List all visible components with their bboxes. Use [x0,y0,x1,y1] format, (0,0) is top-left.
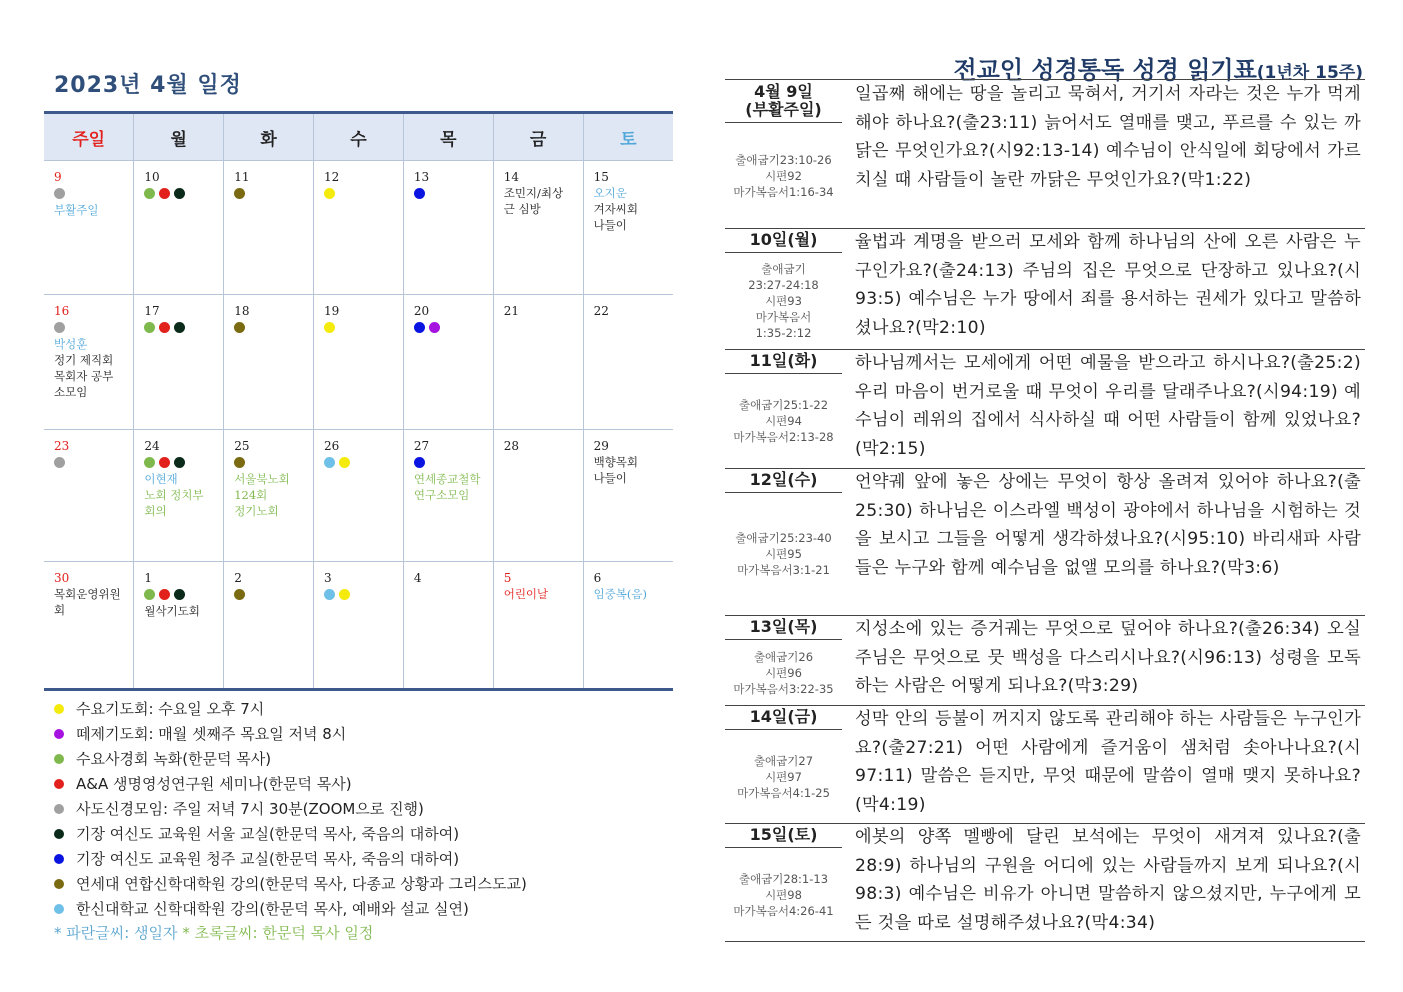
legend-text: A&A 생명영성연구원 세미나(한문덕 목사) [76,775,352,793]
legend-item [54,721,674,746]
calendar-day-cell [314,161,404,295]
day-note: 나들이 [593,218,627,232]
day-note: 노회 정치부 [144,488,204,502]
reading-ref: 마가복음서 [755,310,812,324]
event-dots [54,188,125,200]
day-note: 소모임 [54,385,88,399]
calendar-title: 2023년 4월 일정 [54,73,242,98]
weekday-header: 화 [224,113,314,161]
reading-ref: 마가복음서3:22-35 [733,681,834,696]
calendar-day-cell [493,562,583,690]
reading-day-block [725,823,842,941]
event-dot-icon [234,457,245,468]
calendar-day-cell [583,295,673,430]
calendar-day-cell [134,295,224,430]
calendar-day-cell [44,295,134,430]
day-note: 겨자씨회 [593,202,638,216]
reading-refs [725,261,842,341]
calendar-day-cell [403,295,493,430]
reading-day: 11일(화) [725,349,842,374]
reading-refs [725,152,842,200]
event-dot-icon [414,457,425,468]
reading-ref: 마가복음서2:13-28 [733,430,834,444]
day-number: 15 [593,170,609,184]
day-note: 임중복(음) [593,587,647,601]
day-note: 연구소모임 [413,488,470,502]
legend-footnote [54,921,674,946]
reading-day-block [725,615,842,705]
event-dots [414,188,485,200]
legend-text: 한신대학교 신학대학원 강의(한문덕 목사, 예배와 설교 실연) [76,900,469,918]
day-number: 19 [324,304,340,318]
legend-dot-icon [54,854,64,864]
reading-row [725,468,1365,616]
legend-dot-icon [54,754,64,764]
event-dot-icon [324,322,335,333]
event-dot-icon [144,457,155,468]
reading-day: 15일(토) [725,823,842,848]
event-dot-icon [174,457,185,468]
legend-text: 수요사경회 녹화(한문덕 목사) [76,750,272,768]
day-number: 23 [54,439,70,453]
day-note: 부활주일 [54,203,99,217]
calendar-day-cell [583,430,673,562]
reading-row [725,80,1365,229]
event-dots [234,457,305,469]
event-dot-icon [159,457,170,468]
event-dot-icon [339,457,350,468]
day-note: 근 심방 [503,202,541,216]
day-note: 박성훈 [54,337,88,351]
day-note: 월삭기도회 [144,604,200,618]
calendar-day-cell [493,430,583,562]
reading-ref: 시편95 [765,547,802,561]
event-dot-icon [159,589,170,600]
calendar-week [44,161,673,295]
calendar-day-cell [493,295,583,430]
day-number: 17 [144,304,160,318]
day-number: 10 [144,170,160,184]
calendar-day-cell [314,562,404,690]
legend-item [54,746,674,771]
reading-questions: 에봇의 양쪽 멜빵에 달린 보석에는 무엇이 새겨져 있나요?(출28:9) 하나님의 구원을 어디에 있는 사람들까지 보게 되나요?(시98:3) 예수님은 비유가 아니면 말씀하지 않으셨지만, 누구에게 모든 것을 따로 설명해주셨나요?(막4:34) [855,827,1361,933]
reading-ref: 마가복음서4:1-25 [737,785,830,800]
event-dots [324,589,395,601]
day-note: 백향목회 [593,455,638,469]
legend-item [54,846,674,871]
reading-day: 13일(목) [725,615,842,640]
legend-text: 떼제기도회: 매월 셋째주 목요일 저녁 8시 [76,725,347,743]
day-note: 나들이 [593,471,627,485]
calendar-day-cell [224,562,314,690]
event-dots [144,457,215,469]
reading-day-block [725,80,842,228]
reading-questions: 일곱째 해에는 땅을 놀리고 묵혀서, 거기서 자라는 것은 누가 먹게 해야 하나요?(출23:11) 늙어서도 열매를 맺고, 푸르를 수 있는 까닭은 무엇인가요?(시92:13-14) 예수님이 안식일에 회당에서 가르치실 때 사람들이 놀란 까닭은 무엇인가요?(막1:22) [855,84,1361,190]
reading-ref: 시편93 [765,294,802,308]
reading-ref: 23:27-24:18 [748,278,819,292]
calendar-table [44,111,673,691]
footnote-blue: * 파란글씨: 생일자 [54,924,178,942]
day-number: 18 [234,304,250,318]
day-number: 20 [413,304,430,318]
day-number: 11 [234,170,250,184]
day-note: 목회운영위원회 [54,587,121,617]
reading-row [725,228,1365,350]
event-dot-icon [429,322,440,333]
calendar-day-cell [403,430,493,562]
calendar-day-cell [314,430,404,562]
event-dot-icon [174,188,185,199]
legend-item [54,696,674,721]
event-dot-icon [144,322,155,333]
reading-ref: 출애굽기23:10-26 [735,152,832,167]
day-number: 22 [593,304,609,318]
day-number: 12 [324,170,340,184]
event-dot-icon [324,589,335,600]
weekday-header: 수 [314,113,404,161]
day-number: 9 [54,170,62,184]
event-dot-icon [54,188,65,199]
event-dots [54,457,125,469]
day-number: 25 [234,439,250,453]
calendar-day-cell [44,430,134,562]
reading-questions: 언약궤 앞에 놓은 상에는 무엇이 항상 올려져 있어야 하나요?(출25:30) 하나님은 이스라엘 백성이 광야에서 하나님을 시험하는 것을 보시고 그들을 어떻게 생각하셨나요?(시95:10) 바리새파 사람들은 누구와 함께 예수님을 없앨 모의를 하나요?(막3:6) [855,472,1361,578]
reading-day: 12일(수) [725,468,842,493]
event-dots [144,188,215,200]
event-dots [414,457,485,469]
event-dots [234,589,305,601]
reading-refs [725,871,842,919]
day-number: 14 [503,170,519,184]
calendar-week [44,295,673,430]
reading-ref: 시편92 [765,168,802,183]
day-note: 조민지/최상 [503,186,564,200]
reading-ref: 출애굽기27 [753,753,814,768]
day-note: 정기노회 [234,504,279,518]
calendar-day-cell [44,562,134,690]
reading-ref: 마가복음서1:16-34 [733,184,834,199]
calendar-day-cell [224,430,314,562]
calendar-day-cell [224,295,314,430]
calendar-day-cell [314,295,404,430]
day-number: 29 [593,439,609,453]
weekday-header: 토 [583,113,673,161]
event-dots [324,322,395,334]
day-number: 5 [503,571,512,585]
reading-ref: 출애굽기 [761,262,806,276]
reading-ref: 1:35-2:12 [755,326,812,340]
weekday-header: 월 [134,113,224,161]
event-dot-icon [234,589,245,600]
day-note: 이현재 [144,472,178,486]
event-dot-icon [144,188,155,199]
reading-row [725,705,1365,824]
legend-dot-icon [54,879,64,889]
event-dots [54,322,125,334]
day-number: 24 [144,439,160,453]
event-dot-icon [339,589,350,600]
calendar-day-cell [583,562,673,690]
calendar-day-cell [403,161,493,295]
day-number: 21 [503,304,519,318]
event-dot-icon [414,322,425,333]
event-dots [324,457,395,469]
legend-dot-icon [54,704,64,714]
event-dot-icon [324,188,335,199]
weekday-header: 금 [493,113,583,161]
event-dot-icon [54,457,65,468]
day-number: 30 [54,571,70,585]
calendar-day-cell [134,430,224,562]
event-dots [234,322,305,334]
reading-day-block [725,349,842,468]
day-note: 연세종교철학 [413,472,481,486]
legend-dot-icon [54,804,64,814]
event-dots [144,322,215,334]
day-number: 6 [593,571,602,585]
day-number: 27 [413,439,430,453]
event-dot-icon [159,322,170,333]
calendar-week [44,562,673,690]
legend-text: 사도신경모임: 주일 저녁 7시 30분(ZOOM으로 진행) [76,800,424,818]
reading-ref: 마가복음서4:26-41 [733,903,834,918]
reading-ref: 시편96 [765,665,802,680]
legend-item [54,796,674,821]
reading-ref: 출애굽기28:1-13 [738,871,829,886]
footnote-green: * 초록글씨: 한문덕 목사 일정 [182,924,374,942]
reading-day-block [725,468,842,615]
day-note: 목회자 공부 [54,369,114,383]
event-dot-icon [324,457,335,468]
event-dot-icon [159,188,170,199]
reading-day: 14일(금) [725,705,842,730]
reading-ref: 마가복음서3:1-21 [737,563,830,577]
reading-day: 4월 9일 (부활주일) [725,80,842,123]
reading-questions: 하나님께서는 모세에게 어떤 예물을 받으라고 하시나요?(출25:2) 우리 마음이 번거로울 때 무엇이 우리를 달래주나요?(시94:19) 예수님이 레위의 집에서 식사하실 때 어떤 사람들이 함께 있었나요?(막2:15) [855,353,1361,459]
reading-ref: 시편94 [765,414,802,428]
reading-day-block [725,228,842,349]
day-note: 어린이날 [503,587,549,601]
day-note: 정기 제직회 [54,353,114,367]
event-dots [144,589,215,601]
calendar-day-cell [403,562,493,690]
day-number: 13 [413,170,430,184]
reading-row [725,823,1365,942]
day-number: 26 [324,439,340,453]
calendar-week [44,430,673,562]
legend [54,696,674,946]
calendar-day-cell [44,161,134,295]
calendar-day-cell [224,161,314,295]
event-dot-icon [174,589,185,600]
reading-questions: 지성소에 있는 증거궤는 무엇으로 덮어야 하나요?(출26:34) 오실 주님은 무엇으로 뭇 백성을 다스리시나요?(시96:13) 성령을 모독하는 사람은 어떻게 되나요?(막3:29) [855,619,1361,696]
event-dot-icon [234,188,245,199]
reading-ref: 출애굽기26 [753,649,814,664]
reading-title-main: 전교인 성경통독 성경 읽기표 [953,56,1257,84]
event-dot-icon [234,322,245,333]
event-dots [324,188,395,200]
day-note: 124회 [234,488,268,502]
day-number: 28 [503,439,519,453]
weekday-header: 주일 [44,113,134,161]
event-dots [414,322,485,334]
legend-text: 수요기도회: 수요일 오후 7시 [76,700,265,718]
event-dot-icon [414,188,425,199]
reading-title-suffix: (1년차 15주) [1256,63,1363,83]
legend-item [54,896,674,921]
legend-dot-icon [54,904,64,914]
calendar-day-cell [134,161,224,295]
day-note: 오지운 [593,186,627,200]
legend-item [54,821,674,846]
legend-dot-icon [54,779,64,789]
reading-questions: 율법과 계명을 받으러 모세와 함께 하나님의 산에 오른 사람은 누구인가요?(출24:13) 주님의 집은 무엇으로 단장하고 있나요?(시93:5) 예수님은 누가 땅에서 죄를 용서하는 권세가 있다고 말씀하셨나요?(막2:10) [855,232,1361,338]
day-number: 1 [144,571,152,585]
reading-ref: 출애굽기25:1-22 [738,398,829,412]
event-dot-icon [174,322,185,333]
reading-row [725,615,1365,706]
reading-refs [725,397,842,445]
legend-dot-icon [54,829,64,839]
event-dot-icon [54,322,65,333]
event-dot-icon [144,589,155,600]
reading-day-block [725,705,842,823]
calendar-day-cell [493,161,583,295]
legend-dot-icon [54,729,64,739]
reading-ref: 시편97 [765,769,802,784]
day-number: 3 [324,571,332,585]
calendar-day-cell [134,562,224,690]
legend-item [54,871,674,896]
event-dots [234,188,305,200]
reading-questions: 성막 안의 등불이 꺼지지 않도록 관리해야 하는 사람들은 누구인가요?(출27:21) 어떤 사람에게 즐거움이 샘처럼 솟아나나요?(시97:11) 말씀은 듣지만, 무엇 때문에 말씀이 열매 맺지 못하나요?(막4:19) [855,709,1361,815]
day-number: 2 [234,571,242,585]
reading-ref: 시편98 [765,887,802,902]
legend-text: 기장 여신도 교육원 청주 교실(한문덕 목사, 죽음의 대하여) [76,850,460,868]
day-number: 4 [413,571,422,585]
day-note: 서울북노회 [234,472,290,486]
day-number: 16 [54,304,70,318]
weekday-header: 목 [403,113,493,161]
reading-ref: 출애굽기25:23-40 [735,531,832,545]
legend-text: 연세대 연합신학대학원 강의(한문덕 목사, 다종교 상황과 그리스도교) [76,875,527,893]
reading-refs [725,649,842,697]
day-note: 회의 [144,504,167,518]
reading-refs [725,753,842,801]
reading-refs [725,530,842,578]
calendar-day-cell [583,161,673,295]
reading-day: 10일(월) [725,228,842,253]
legend-text: 기장 여신도 교육원 서울 교실(한문덕 목사, 죽음의 대하여) [76,825,460,843]
reading-row [725,349,1365,469]
legend-item [54,771,674,796]
